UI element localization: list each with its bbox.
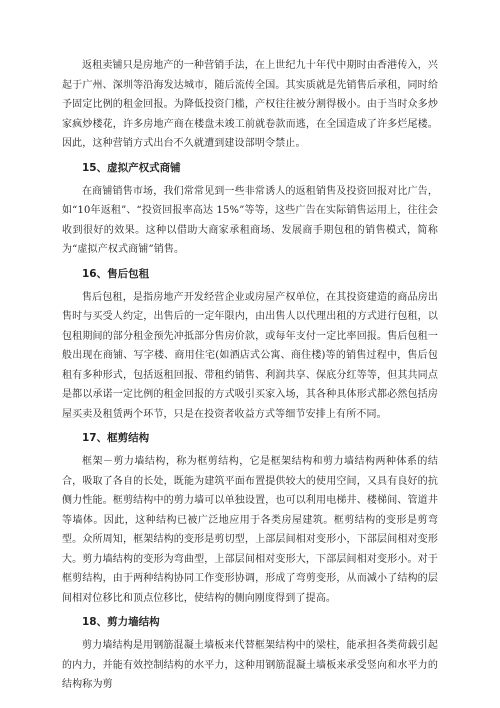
section-heading-16: 16、售后包租 bbox=[82, 267, 150, 280]
paragraph-leaseback: 售后包租，是指房地产开发经营企业或房屋产权单位，在其投资建造的商品房出售时与买受人约定，出售后的一定年限内，由出售人以代理出租的方式进行包租，以包租期间的部分租金预先冲抵部分售房价款，或每年支付一定比率回报。售后包租一般出现在商铺、写字楼、商用住宅(如酒店式公寓、商住楼)等的销售过程中，售后包租有多种形式，包括返租回报、带租约销售、利润共享、保底分红等等，但其共同点是都以承诺一定比例的租金回报的方式吸引买家入场，其各种具体形式都必然包括房屋买卖及租赁两个环节，只是在投资者收益方式等细节安排上有所不同。 bbox=[62, 291, 438, 420]
paragraph-frame-shear: 框架－剪力墙结构，称为框剪结构，它是框架结构和剪力墙结构两种体系的结合，吸取了各自的长处，既能为建筑平面布置提供较大的使用空间，又具有良好的抗侧力性能。框剪结构中的剪力墙可以单独设置，也可以利用电梯井、楼梯间、管道井等墙体。因此，这种结构已被广泛地应用于各类房屋建筑。框剪结构的变形是剪弯型。众所周知，框架结构的变形是剪切型，上部层间相对变形小，下部层间相对变形大。剪力墙结构的变形为弯曲型，上部层间相对变形大，下部层间相对变形小。对于框剪结构，由于两种结构协同工作变形协调，形成了弯剪变形，从而减小了结构的层间相对位移比和顶点位移比，使结构的侧向刚度得到了提高。 bbox=[62, 456, 438, 604]
paragraph-rent-back-intro: 返租卖铺只是房地产的一种营销手法，在上世纪九十年代中期时由香港传入，兴起于广州、深圳等沿海发达城市，随后流传全国。其实质就是先销售后承租，同时给予固定比例的租金回报。为降低投资门槛，产权往往被分割得极小。由于当时众多炒家疯炒楼花，许多房地产商在楼盘未竣工前就卷款而逃，在全国造成了许多烂尾楼。因此，这种营销方式出台不久就遭到建设部明令禁止。 bbox=[62, 60, 438, 149]
section-heading-17: 17、框剪结构 bbox=[82, 432, 150, 444]
section-heading-15: 15、虚拟产权式商铺 bbox=[82, 161, 181, 174]
paragraph-shear-wall: 剪力墙结构是用钢筋混凝土墙板来代替框架结构中的梁柱，能承担各类荷载引起的内力，并能有效控制结构的水平力，这种用钢筋混凝土墙板来承受竖向和水平力的结构称为剪 bbox=[62, 640, 438, 690]
paragraph-virtual-property: 在商铺销售市场，我们常常见到一些非常诱人的返租销售及投资回报对比广告，如“10年返租”、“投资回报率高达 15%”等等，这些广告在实际销售运用上，往往会收到很好的效果。这种以借助大商家承租商场、发展商手期包租的销售模式，简称为“虚拟产权式商铺”销售。 bbox=[62, 185, 438, 255]
section-heading-18: 18、剪力墙结构 bbox=[82, 616, 160, 628]
